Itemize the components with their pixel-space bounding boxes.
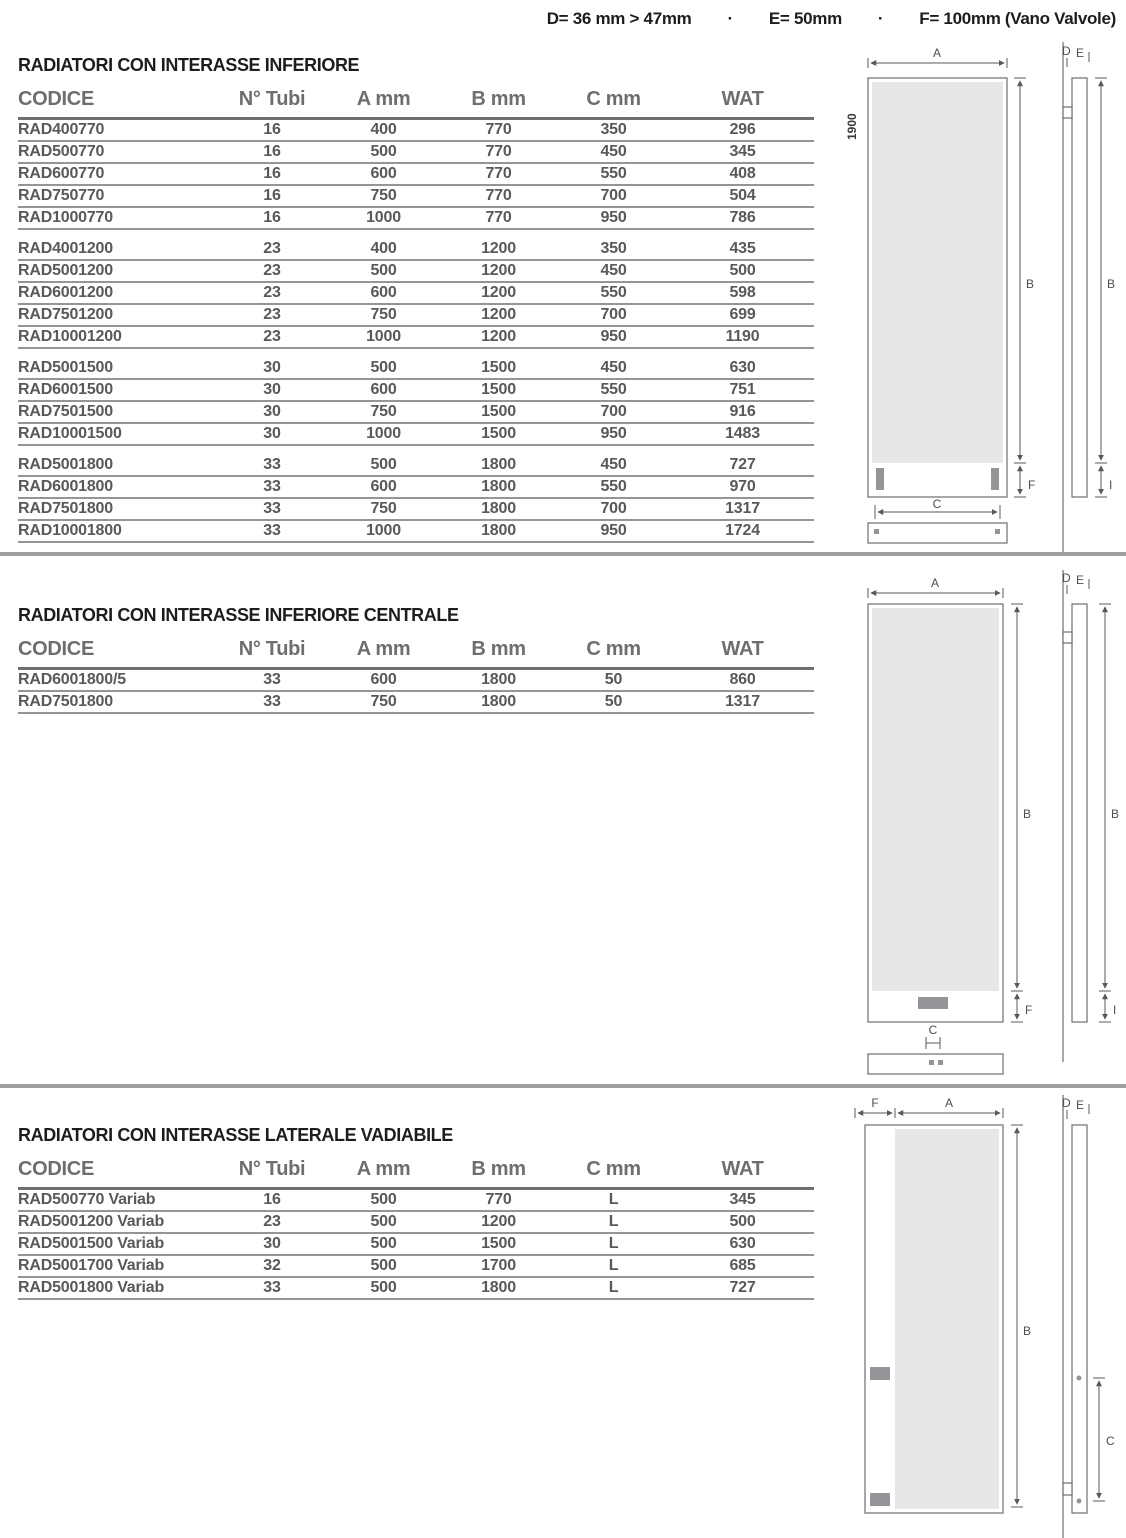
cell: 33 bbox=[263, 522, 281, 539]
table-row bbox=[18, 164, 814, 186]
cell: 1317 bbox=[725, 500, 760, 517]
table-row bbox=[18, 521, 814, 543]
cell: 16 bbox=[263, 143, 281, 160]
cell: 700 bbox=[600, 500, 627, 517]
section-divider bbox=[0, 1084, 1126, 1088]
dim-a-label: A bbox=[932, 46, 942, 60]
cell: 727 bbox=[729, 456, 756, 473]
cell: 1700 bbox=[481, 1257, 516, 1274]
cell: L bbox=[608, 1257, 619, 1274]
column-header: B mm bbox=[471, 1158, 526, 1180]
cell: 950 bbox=[600, 328, 627, 345]
dim-i-label: I bbox=[1109, 478, 1113, 492]
cell: 350 bbox=[600, 240, 627, 257]
cell: 1500 bbox=[481, 1235, 516, 1252]
column-header: B mm bbox=[471, 88, 526, 110]
valve-connection-right bbox=[991, 468, 999, 490]
dim-f-label: F bbox=[1028, 478, 1036, 492]
cell: 860 bbox=[729, 671, 756, 688]
cell: 1200 bbox=[481, 1213, 516, 1230]
cell-codice: RAD5001500 bbox=[18, 359, 113, 376]
section-title: RADIATORI CON INTERASSE LATERALE VADIABILE bbox=[18, 1125, 453, 1145]
radiator-panel bbox=[872, 608, 999, 991]
cell: 1500 bbox=[481, 381, 516, 398]
valve-connection-left bbox=[876, 468, 884, 490]
cell-codice: RAD6001800/5 bbox=[18, 671, 126, 688]
table-row bbox=[18, 1234, 814, 1256]
connection-dot-top bbox=[1077, 1376, 1082, 1381]
dim-b-side-label: B bbox=[1111, 807, 1120, 821]
cell: 23 bbox=[263, 306, 281, 323]
cell: L bbox=[608, 1235, 619, 1252]
rail-dot bbox=[938, 1060, 943, 1065]
column-header: A mm bbox=[356, 638, 411, 660]
cell: 1500 bbox=[481, 403, 516, 420]
dim-a-label: A bbox=[944, 1096, 954, 1110]
cell: 504 bbox=[729, 187, 756, 204]
radiator-panel bbox=[872, 82, 1003, 463]
cell-codice: RAD5001800 bbox=[18, 456, 113, 473]
cell: 750 bbox=[370, 403, 397, 420]
rail-dot-left bbox=[874, 529, 879, 534]
column-header: N° Tubi bbox=[238, 88, 306, 110]
radiator-side-view bbox=[1072, 1125, 1087, 1513]
column-header: N° Tubi bbox=[238, 638, 306, 660]
cell-codice: RAD500770 Variab bbox=[18, 1191, 156, 1208]
cell-codice: RAD5001200 Variab bbox=[18, 1213, 165, 1230]
cell: 30 bbox=[263, 381, 281, 398]
dim-c-label: C bbox=[932, 497, 942, 511]
cell-codice: RAD1000770 bbox=[18, 209, 113, 226]
column-header: WAT bbox=[721, 1158, 764, 1180]
table-row bbox=[18, 1278, 814, 1300]
cell: 400 bbox=[370, 121, 397, 138]
cell: 700 bbox=[600, 187, 627, 204]
cell-codice: RAD10001200 bbox=[18, 328, 122, 345]
legend-e-spec: E= 50mm bbox=[768, 9, 842, 28]
cell: 1500 bbox=[481, 425, 516, 442]
cell: 16 bbox=[263, 209, 281, 226]
table-header-row bbox=[18, 1158, 814, 1190]
total-height-label: 1900 bbox=[845, 113, 859, 140]
cell-codice: RAD5001500 Variab bbox=[18, 1235, 165, 1252]
cell: 435 bbox=[729, 240, 756, 257]
cell: 16 bbox=[263, 1191, 281, 1208]
cell-codice: RAD6001200 bbox=[18, 284, 113, 301]
cell-codice: RAD7501200 bbox=[18, 306, 113, 323]
bottom-rail bbox=[868, 523, 1007, 543]
cell: 770 bbox=[485, 1191, 512, 1208]
cell-codice: RAD600770 bbox=[18, 165, 105, 182]
table-row bbox=[18, 283, 814, 305]
diagram-interasse-inferiore-centrale bbox=[845, 570, 1126, 1080]
row-group bbox=[18, 358, 814, 446]
dim-b-side-label: B bbox=[1107, 277, 1116, 291]
cell: 1200 bbox=[481, 328, 516, 345]
cell: 770 bbox=[485, 187, 512, 204]
cell: 350 bbox=[600, 121, 627, 138]
dim-e-label: E bbox=[1076, 1098, 1085, 1112]
column-header: A mm bbox=[356, 88, 411, 110]
dim-a-label: A bbox=[930, 576, 940, 590]
cell: 30 bbox=[263, 1235, 281, 1252]
table-row bbox=[18, 455, 814, 477]
cell: 1000 bbox=[366, 209, 401, 226]
cell: 770 bbox=[485, 165, 512, 182]
dim-d-label: D bbox=[1062, 44, 1071, 58]
cell: 16 bbox=[263, 187, 281, 204]
cell: 450 bbox=[600, 456, 627, 473]
cell: 500 bbox=[370, 1235, 397, 1252]
cell: 699 bbox=[729, 306, 756, 323]
cell: 500 bbox=[370, 1213, 397, 1230]
cell: 600 bbox=[370, 284, 397, 301]
column-header: C mm bbox=[586, 1158, 641, 1180]
cell-codice: RAD10001500 bbox=[18, 425, 122, 442]
valve-connection-centre bbox=[918, 997, 948, 1009]
cell: 30 bbox=[263, 359, 281, 376]
cell: 727 bbox=[729, 1279, 756, 1296]
cell: 1800 bbox=[481, 693, 516, 710]
column-header: CODICE bbox=[18, 1158, 94, 1180]
cell: 916 bbox=[729, 403, 756, 420]
table-row bbox=[18, 380, 814, 402]
dim-c-label: C bbox=[928, 1023, 938, 1037]
cell: 50 bbox=[604, 671, 623, 688]
cell: 408 bbox=[729, 165, 756, 182]
dim-d-label: D bbox=[1062, 1096, 1071, 1110]
cell-codice: RAD400770 bbox=[18, 121, 105, 138]
radiator-table-inferiore bbox=[18, 88, 814, 543]
column-header: WAT bbox=[721, 88, 764, 110]
cell: 450 bbox=[600, 262, 627, 279]
cell: 600 bbox=[370, 478, 397, 495]
rail-dot bbox=[929, 1060, 934, 1065]
table-row bbox=[18, 1212, 814, 1234]
cell-codice: RAD5001800 Variab bbox=[18, 1279, 165, 1296]
section-interasse-inferiore bbox=[18, 55, 814, 552]
valve-connection-mid bbox=[870, 1367, 890, 1380]
cell-codice: RAD7501800 bbox=[18, 500, 113, 517]
column-header: CODICE bbox=[18, 638, 94, 660]
cell: 30 bbox=[263, 425, 281, 442]
cell: 500 bbox=[370, 143, 397, 160]
cell: 1200 bbox=[481, 262, 516, 279]
cell: 1800 bbox=[481, 522, 516, 539]
cell: 770 bbox=[485, 209, 512, 226]
cell: 296 bbox=[729, 121, 756, 138]
column-header: N° Tubi bbox=[238, 1158, 306, 1180]
cell: 685 bbox=[729, 1257, 756, 1274]
valve-connection-bottom bbox=[870, 1493, 890, 1506]
cell: 32 bbox=[263, 1257, 281, 1274]
table-row bbox=[18, 327, 814, 349]
cell: 1800 bbox=[481, 500, 516, 517]
cell: 950 bbox=[600, 522, 627, 539]
cell: 1000 bbox=[366, 328, 401, 345]
cell: 33 bbox=[263, 693, 281, 710]
table-row bbox=[18, 358, 814, 380]
cell: L bbox=[608, 1279, 619, 1296]
cell: 1000 bbox=[366, 425, 401, 442]
dim-b-label: B bbox=[1026, 277, 1035, 291]
cell: L bbox=[608, 1191, 619, 1208]
table-row bbox=[18, 305, 814, 327]
dim-b-label: B bbox=[1023, 807, 1032, 821]
column-header: C mm bbox=[586, 638, 641, 660]
wall-bracket bbox=[1063, 107, 1072, 118]
cell: 1200 bbox=[481, 240, 516, 257]
section-interasse-laterale-variabile bbox=[18, 1125, 814, 1309]
cell: 550 bbox=[600, 478, 627, 495]
table-row bbox=[18, 261, 814, 283]
cell: 1800 bbox=[481, 1279, 516, 1296]
table-row bbox=[18, 239, 814, 261]
connection-dot-bottom bbox=[1077, 1499, 1082, 1504]
cell-codice: RAD4001200 bbox=[18, 240, 113, 257]
row-group bbox=[18, 455, 814, 543]
cell: 500 bbox=[370, 359, 397, 376]
legend-separator: · bbox=[727, 9, 733, 28]
cell: 600 bbox=[370, 381, 397, 398]
wall-bracket bbox=[1063, 632, 1072, 643]
cell-codice: RAD6001500 bbox=[18, 381, 113, 398]
cell: 400 bbox=[370, 240, 397, 257]
cell: 16 bbox=[263, 121, 281, 138]
cell: L bbox=[608, 1213, 619, 1230]
section-interasse-inferiore-centrale bbox=[18, 605, 814, 723]
table-row bbox=[18, 186, 814, 208]
column-header: B mm bbox=[471, 638, 526, 660]
cell-codice: RAD750770 bbox=[18, 187, 105, 204]
cell: 751 bbox=[729, 381, 756, 398]
diagram-interasse-inferiore bbox=[835, 40, 1125, 555]
table-row bbox=[18, 208, 814, 230]
dim-e-label: E bbox=[1076, 46, 1085, 60]
cell: 550 bbox=[600, 165, 627, 182]
cell: 950 bbox=[600, 425, 627, 442]
cell: 750 bbox=[370, 306, 397, 323]
cell: 23 bbox=[263, 284, 281, 301]
cell-codice: RAD7501800 bbox=[18, 693, 113, 710]
cell: 970 bbox=[729, 478, 756, 495]
row-group bbox=[18, 239, 814, 349]
cell: 700 bbox=[600, 306, 627, 323]
cell: 23 bbox=[263, 240, 281, 257]
cell: 30 bbox=[263, 403, 281, 420]
cell: 1190 bbox=[725, 328, 760, 345]
row-group bbox=[18, 670, 814, 714]
cell: 1800 bbox=[481, 671, 516, 688]
radiator-side-view bbox=[1072, 78, 1087, 497]
radiator-panel bbox=[895, 1129, 999, 1509]
cell: 1317 bbox=[725, 693, 760, 710]
cell: 630 bbox=[729, 1235, 756, 1252]
cell: 500 bbox=[370, 1257, 397, 1274]
radiator-side-view bbox=[1072, 604, 1087, 1022]
cell: 750 bbox=[370, 693, 397, 710]
cell-codice: RAD6001800 bbox=[18, 478, 113, 495]
diagram-interasse-laterale-variabile bbox=[845, 1095, 1126, 1538]
cell: 950 bbox=[600, 209, 627, 226]
cell: 500 bbox=[370, 1279, 397, 1296]
table-row bbox=[18, 142, 814, 164]
dim-d-label: D bbox=[1062, 571, 1071, 585]
cell: 1200 bbox=[481, 306, 516, 323]
cell: 550 bbox=[600, 381, 627, 398]
cell: 450 bbox=[600, 359, 627, 376]
cell: 770 bbox=[485, 121, 512, 138]
row-group bbox=[18, 1190, 814, 1300]
radiator-table-variabile bbox=[18, 1158, 814, 1300]
cell: 1800 bbox=[481, 456, 516, 473]
cell: 33 bbox=[263, 478, 281, 495]
table-row bbox=[18, 120, 814, 142]
cell: 750 bbox=[370, 187, 397, 204]
cell: 23 bbox=[263, 328, 281, 345]
table-row bbox=[18, 402, 814, 424]
rail-dot-right bbox=[995, 529, 1000, 534]
cell: 50 bbox=[604, 693, 623, 710]
cell: 1500 bbox=[481, 359, 516, 376]
bottom-rail bbox=[868, 1054, 1003, 1074]
table-row bbox=[18, 424, 814, 446]
legend-separator: · bbox=[877, 9, 884, 28]
cell: 1200 bbox=[481, 284, 516, 301]
cell: 33 bbox=[263, 456, 281, 473]
table-row bbox=[18, 1190, 814, 1212]
table-row bbox=[18, 1256, 814, 1278]
row-group bbox=[18, 120, 814, 230]
cell-codice: RAD5001700 Variab bbox=[18, 1257, 165, 1274]
cell: 33 bbox=[263, 500, 281, 517]
cell: 750 bbox=[370, 500, 397, 517]
cell: 23 bbox=[263, 1213, 281, 1230]
cell: 345 bbox=[729, 143, 756, 160]
table-row bbox=[18, 692, 814, 714]
cell: 16 bbox=[263, 165, 281, 182]
table-header-row bbox=[18, 638, 814, 670]
cell: 1724 bbox=[725, 522, 760, 539]
legend-d-spec: D= 36 mm > 47mm bbox=[546, 9, 692, 28]
radiator-table-centrale bbox=[18, 638, 814, 714]
dim-f-label: F bbox=[871, 1096, 879, 1110]
dim-e-label: E bbox=[1076, 573, 1085, 587]
section-title: RADIATORI CON INTERASSE INFERIORE CENTRALE bbox=[18, 605, 459, 625]
dim-c-label: C bbox=[1106, 1434, 1115, 1448]
column-header: WAT bbox=[721, 638, 764, 660]
cell: 450 bbox=[600, 143, 627, 160]
table-header-row bbox=[18, 88, 814, 120]
column-header: CODICE bbox=[18, 88, 94, 110]
cell: 500 bbox=[729, 262, 756, 279]
cell: 550 bbox=[600, 284, 627, 301]
cell: 786 bbox=[729, 209, 756, 226]
cell: 1483 bbox=[725, 425, 760, 442]
table-row bbox=[18, 499, 814, 521]
dim-b-label: B bbox=[1023, 1324, 1032, 1338]
cell: 600 bbox=[370, 165, 397, 182]
cell: 23 bbox=[263, 262, 281, 279]
section-title: RADIATORI CON INTERASSE INFERIORE bbox=[18, 55, 360, 75]
cell: 1000 bbox=[366, 522, 401, 539]
table-row bbox=[18, 477, 814, 499]
cell-codice: RAD500770 bbox=[18, 143, 105, 160]
cell: 700 bbox=[600, 403, 627, 420]
cell: 500 bbox=[370, 456, 397, 473]
cell-codice: RAD7501500 bbox=[18, 403, 113, 420]
cell: 770 bbox=[485, 143, 512, 160]
cell: 33 bbox=[263, 671, 281, 688]
cell: 598 bbox=[729, 284, 756, 301]
legend-f-spec: F= 100mm (Vano Valvole) bbox=[919, 9, 1116, 28]
dim-f-label: F bbox=[1025, 1003, 1033, 1017]
dim-i-label: I bbox=[1113, 1003, 1117, 1017]
dimension-legend bbox=[547, 9, 1116, 29]
cell: 500 bbox=[729, 1213, 756, 1230]
cell: 1800 bbox=[481, 478, 516, 495]
cell: 630 bbox=[729, 359, 756, 376]
cell: 500 bbox=[370, 262, 397, 279]
table-row bbox=[18, 670, 814, 692]
cell-codice: RAD5001200 bbox=[18, 262, 113, 279]
column-header: C mm bbox=[586, 88, 641, 110]
cell: 345 bbox=[729, 1191, 756, 1208]
column-header: A mm bbox=[356, 1158, 411, 1180]
cell-codice: RAD10001800 bbox=[18, 522, 122, 539]
cell: 33 bbox=[263, 1279, 281, 1296]
wall-bracket bbox=[1063, 1483, 1072, 1495]
cell: 600 bbox=[370, 671, 397, 688]
cell: 500 bbox=[370, 1191, 397, 1208]
